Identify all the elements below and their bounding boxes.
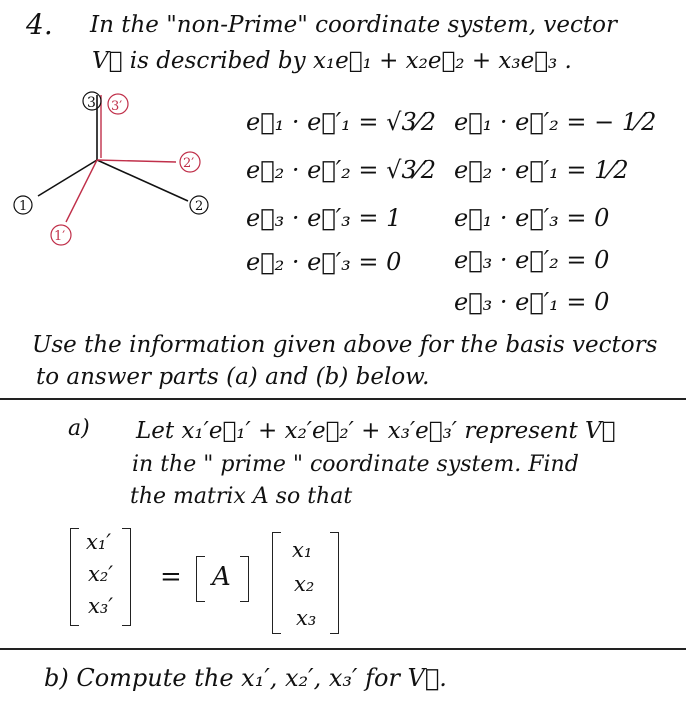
label-3p: 3′ (111, 99, 123, 114)
label-2: 2 (195, 199, 204, 214)
lhs-entry-3: x₃′ (88, 594, 114, 618)
equation-right-5: e⃗₃ · e⃗′₁ = 0 (454, 288, 610, 316)
rhs-bracket-left (272, 532, 281, 634)
problem-line-1: In the "non-Prime" coordinate system, vector (90, 12, 617, 38)
equation-left-3: e⃗₃ · e⃗′₃ = 1 (246, 204, 402, 232)
rhs-entry-3: x₃ (296, 606, 317, 630)
equation-right-4: e⃗₃ · e⃗′₂ = 0 (454, 246, 610, 274)
part-a-line-2: in the " prime " coordinate system. Find (132, 452, 579, 477)
part-a-line-1: Let x₁′e⃗₁′ + x₂′e⃗₂′ + x₃′e⃗₃′ represent V⃗ (136, 418, 616, 444)
section-divider-bottom (0, 648, 686, 650)
equation-left-4: e⃗₂ · e⃗′₃ = 0 (246, 248, 402, 276)
equation-right-1: e⃗₁ · e⃗′₂ = − 1⁄2 (454, 108, 657, 136)
rhs-entry-2: x₂ (294, 572, 315, 596)
a-bracket-left (196, 556, 205, 602)
axis-2 (97, 160, 188, 201)
equation-left-1: e⃗₁ · e⃗′₁ = √3⁄2 (246, 108, 436, 136)
label-2p: 2′ (183, 156, 195, 171)
equation-right-2: e⃗₂ · e⃗′₁ = 1⁄2 (454, 156, 629, 184)
part-a-label: a) (68, 416, 90, 441)
lhs-bracket-right (122, 528, 131, 626)
label-1: 1 (19, 199, 28, 214)
lhs-bracket-left (70, 528, 79, 626)
equals-sign: = (160, 562, 182, 592)
a-bracket-right (240, 556, 249, 602)
equation-right-3: e⃗₁ · e⃗′₃ = 0 (454, 204, 610, 232)
label-1p: 1′ (54, 229, 66, 244)
instructions-line-2: to answer parts (a) and (b) below. (36, 364, 430, 390)
rhs-bracket-right (330, 532, 339, 634)
part-a-line-3: the matrix A so that (130, 484, 353, 509)
instructions-line-1: Use the information given above for the basis vectors (32, 332, 658, 358)
equation-left-2: e⃗₂ · e⃗′₂ = √3⁄2 (246, 156, 436, 184)
lhs-entry-1: x₁′ (86, 530, 112, 554)
problem-line-2: V⃗ is described by x₁e⃗₁ + x₂e⃗₂ + x₃e⃗₃ . (92, 48, 572, 74)
rhs-entry-1: x₁ (292, 538, 313, 562)
axis-2-prime (97, 160, 176, 162)
matrix-a: A (212, 562, 231, 592)
problem-number: 4. (26, 8, 53, 41)
part-b-text: b) Compute the x₁′, x₂′, x₃′ for V⃗. (44, 664, 447, 692)
section-divider-top (0, 398, 686, 400)
label-3: 3 (87, 95, 96, 111)
lhs-entry-2: x₂′ (88, 562, 114, 586)
